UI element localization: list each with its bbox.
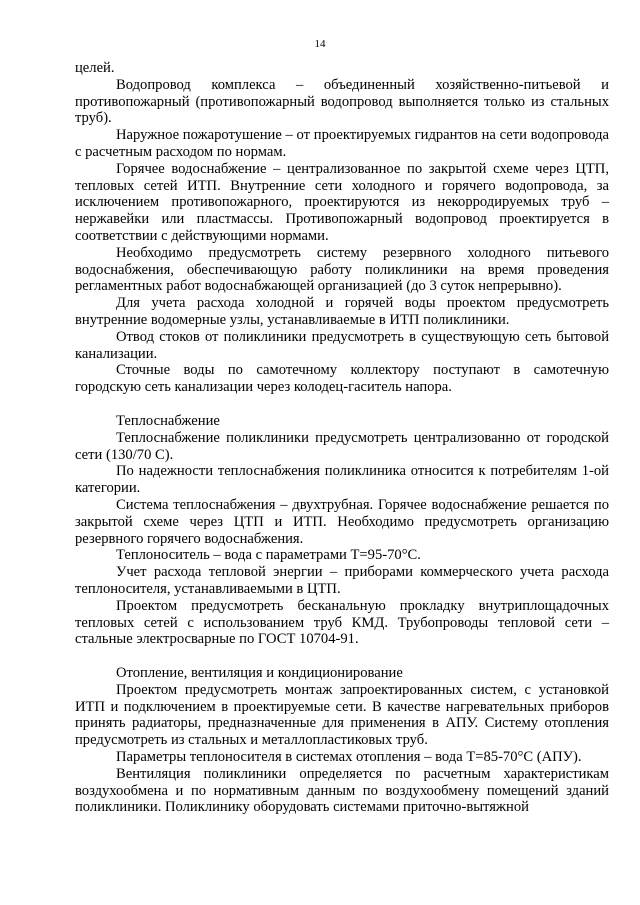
paragraph: Отвод стоков от поликлиники предусмотреть в существующую сеть бытовой канализации. [75, 328, 609, 362]
paragraph: Наружное пожаротушение – от проектируемых гидрантов на сети водопровода с расчетным расходом по нормам. [75, 127, 609, 160]
paragraph: Параметры теплоносителя в системах отопления – вода Т=85-70°С (АПУ). [116, 749, 582, 766]
paragraph: Проектом предусмотреть монтаж запроектированных систем, с установкой ИТП и подключением в проектируемые сети. В качестве нагревательных приборов принять радиаторы, предназначенные для применения в АПУ. Систему отопления предусмотреть из стальных и металлопластиковых труб. [75, 681, 609, 749]
paragraph: Необходимо предусмотреть систему резервного холодного питьевого водоснабжения, обеспечивающую работу поликлиники на время проведения регламентных работ водоснабжающей организацией (до 3 суток непрерывно). [75, 244, 609, 295]
paragraph: Учет расхода тепловой энергии – приборами коммерческого учета расхода теплоносителя, устанавливаемыми в ЦТП. [75, 564, 609, 597]
paragraph: целей. [75, 60, 115, 76]
paragraph: Вентиляция поликлиники определяется по расчетным характеристикам воздухообмена и по нормативным данным по воздухообмену помещений зданий поликлиники. Поликлинику оборудовать системами приточно-вытяжной [75, 765, 609, 816]
paragraph: Проектом предусмотреть бесканальную прокладку внутриплощадочных тепловых сетей с использованием труб КМД. Трубопроводы тепловой сети – стальные электросварные по ГОСТ 10704-91. [75, 597, 609, 648]
paragraph: Сточные воды по самотечному коллектору поступают в самотечную городскую сеть канализации через колодец-гаситель напора. [75, 362, 609, 396]
paragraph: Теплоснабжение поликлиники предусмотреть централизованно от городской сети (130/70 С). [75, 429, 609, 463]
paragraph: Водопровод комплекса – объединенный хозяйственно-питьевой и противопожарный (противопожарный водопровод выполняется только из стальных труб). [75, 76, 609, 127]
paragraph: По надежности теплоснабжения поликлиника относится к потребителям 1-ой категории. [75, 463, 609, 497]
section-heading-heat: Теплоснабжение [116, 412, 220, 429]
paragraph: Горячее водоснабжение – централизованное по закрытой схеме через ЦТП, тепловых сетей ИТП. Внутренние сети холодного и горячего водопровода, за исключением противопожарного, проектируются из некорродируемых труб – нержавейки или пластмассы. Противопожарный водопровод проектируется в соответствии с действующими нормами. [75, 160, 609, 244]
document-body [75, 60, 609, 816]
paragraph: Теплоноситель – вода с параметрами Т=95-70°С. [116, 547, 421, 564]
section-heading-hvac: Отопление, вентиляция и кондиционирование [116, 665, 403, 682]
paragraph: Система теплоснабжения – двухтрубная. Горячее водоснабжение решается по закрытой схеме через ЦТП и ИТП. Необходимо предусмотреть организацию резервного горячего водоснабжения. [75, 496, 609, 547]
paragraph: Для учета расхода холодной и горячей воды проектом предусмотреть внутренние водомерные узлы, устанавливаемые в ИТП поликлиники. [75, 295, 609, 328]
page-number: 14 [314, 38, 326, 50]
